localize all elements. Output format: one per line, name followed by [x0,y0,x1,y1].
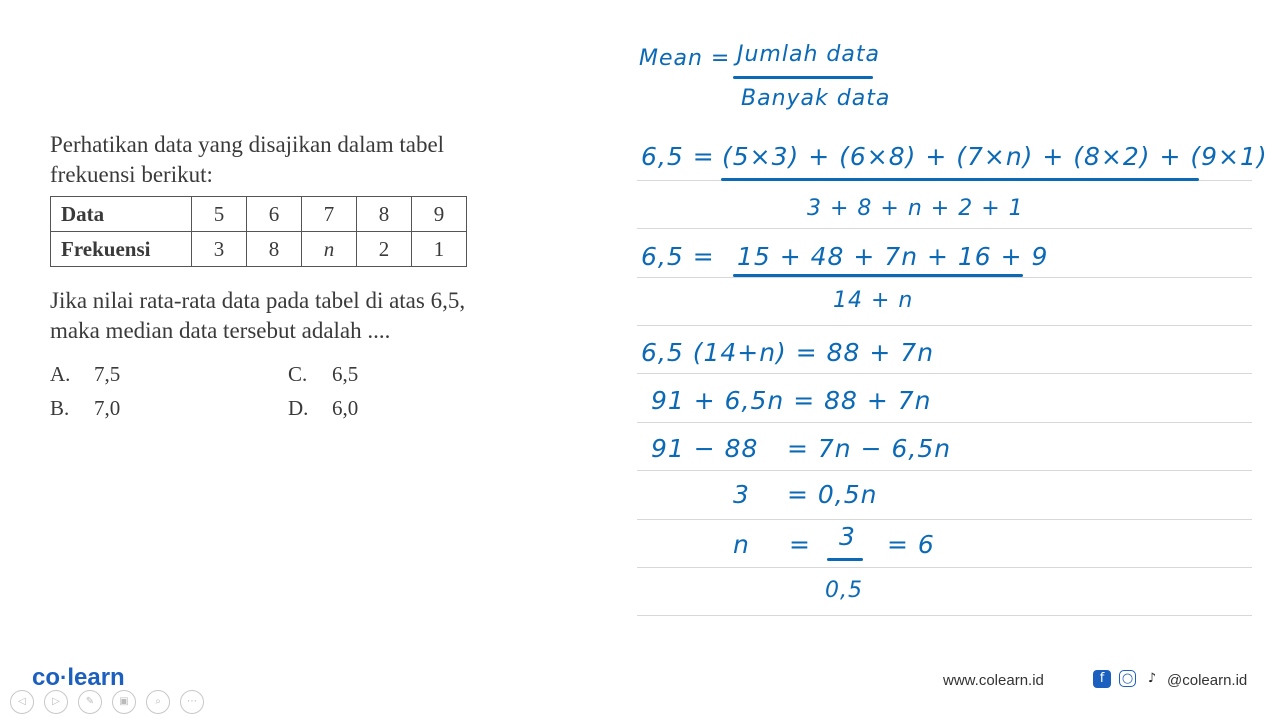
fraction-bar [721,178,1199,181]
ruled-line [637,422,1252,423]
step2-left: 6,5 = [641,242,715,271]
ruled-line [637,470,1252,471]
layers-icon[interactable]: ▣ [112,690,136,714]
social-handle[interactable]: @colearn.id [1167,672,1248,689]
question-prompt: Jika nilai rata-rata data pada tabel di atas 6,5, maka median data tersebut adalah .... [50,288,466,343]
table-cell: 1 [412,232,467,267]
table-header-data: Data [51,197,192,232]
ruled-line [637,615,1252,616]
step7-numerator: 3 [839,522,856,551]
logo-dot: · [60,665,68,690]
step7-left: n [733,530,750,559]
solution-work [637,0,1268,640]
table-cell-unknown: n [302,232,357,267]
next-icon[interactable]: ▷ [44,690,68,714]
option-letter: D. [288,396,309,420]
step3: 6,5 (14+n) = 88 + 7n [641,338,935,367]
mean-numerator: Jumlah data [737,42,880,67]
table-cell: 3 [192,232,247,267]
mean-label: Mean = [639,46,731,71]
table-cell: 9 [412,197,467,232]
logo-part-co: co [32,664,61,691]
step6-right: = 0,5n [787,480,878,509]
instagram-icon[interactable]: ○ [1119,670,1136,687]
more-icon[interactable]: ⋯ [180,690,204,714]
fraction-bar [827,558,863,561]
fraction-bar [733,274,1023,277]
step5-right: = 7n − 6,5n [787,434,952,463]
option-letter: C. [288,362,308,386]
zoom-icon[interactable]: ⌕ [146,690,170,714]
question-intro: Perhatikan data yang disajikan dalam tabel frekuensi berikut: [50,132,445,187]
fraction-bar [733,76,873,79]
colearn-logo [32,664,125,692]
pen-icon[interactable]: ✎ [78,690,102,714]
facebook-icon[interactable]: f [1093,670,1111,688]
step2-denominator: 14 + n [833,288,914,313]
option-d[interactable] [288,396,358,421]
table-cell: 8 [247,232,302,267]
step7-result: = 6 [887,530,935,559]
step2-numerator: 15 + 48 + 7n + 16 + 9 [737,242,1049,271]
table-cell: 7 [302,197,357,232]
ruled-line [637,228,1252,229]
option-value: 7,5 [94,362,121,386]
ruled-line [637,567,1252,568]
ruled-line [637,519,1252,520]
table-cell: 6 [247,197,302,232]
step7-equals: = [789,530,811,559]
option-letter: B. [50,396,70,420]
option-value: 6,0 [332,396,359,420]
option-c[interactable] [288,362,358,387]
ruled-line [637,325,1252,326]
table-row-data [51,197,467,232]
option-value: 7,0 [94,396,121,420]
option-letter: A. [50,362,71,386]
table-row-frekuensi [51,232,467,267]
table-header-frekuensi: Frekuensi [51,232,192,267]
step6-left: 3 [733,480,750,509]
tiktok-icon[interactable]: ♪ [1147,671,1157,686]
table-cell: 2 [357,232,412,267]
table-cell: 5 [192,197,247,232]
step5-left: 91 − 88 [651,434,759,463]
logo-part-learn: learn [67,664,125,691]
step7-denominator: 0,5 [825,578,863,603]
step4: 91 + 6,5n = 88 + 7n [651,386,932,415]
step1-numerator: (5×3) + (6×8) + (7×n) + (8×2) + (9×1) [722,142,1268,171]
option-b[interactable] [50,396,120,421]
previous-icon[interactable]: ◁ [10,690,34,714]
ruled-line [637,277,1252,278]
option-value: 6,5 [332,362,359,386]
step1-denominator: 3 + 8 + n + 2 + 1 [807,196,1024,221]
step1-left: 6,5 = [641,142,715,171]
website-link[interactable]: www.colearn.id [943,672,1044,689]
option-a[interactable] [50,362,120,387]
ruled-line [637,373,1252,374]
mean-denominator: Banyak data [741,86,891,111]
table-cell: 8 [357,197,412,232]
frequency-table [50,196,467,267]
